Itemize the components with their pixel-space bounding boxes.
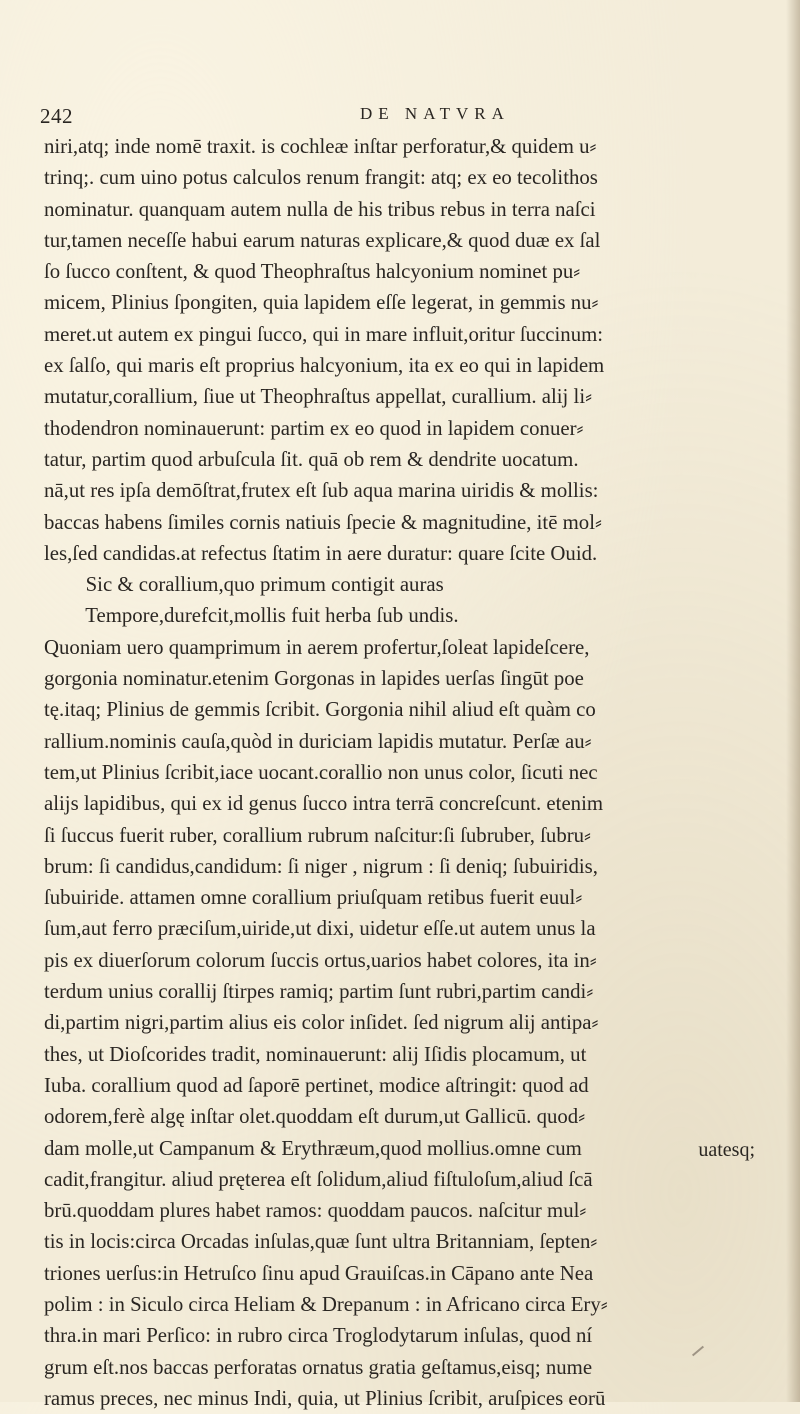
main-text	[44, 131, 760, 1414]
text-line: nā,ut res ipſa demōſtrat,frutex eſt ſub aqua marina uiridis & mollis:	[44, 479, 599, 503]
text-line: tis in locis:circa Orcadas inſulas,quæ ſunt ultra Britanniam, ſepten⸗	[44, 1230, 598, 1254]
text-line: mutatur,corallium, ſiue ut Theophraſtus appellat, curallium. alij li⸗	[44, 385, 593, 409]
text-line: tem,ut Plinius ſcribit,iace uocant.corallio non unus color, ſicuti nec	[44, 760, 598, 784]
text-line: polim : in Siculo circa Heliam & Drepanum : in Africano circa Ery⸗	[44, 1292, 608, 1316]
text-line: trinq;. cum uino potus calculos renum frangit: atq; ex eo tecolithos	[44, 166, 598, 190]
text-line: ſi ſuccus fuerit ruber, corallium rubrum naſcitur:ſi ſubruber, ſubru⸗	[44, 823, 591, 847]
text-line: terdum unius corallij ſtirpes ramiq; partim ſunt rubri,partim candi⸗	[44, 980, 594, 1004]
text-line: niri,atq; inde nomē traxit. is cochleæ inſtar perforatur,& quidem u⸗	[44, 135, 597, 158]
text-line: pis ex diuerſorum colorum ſuccis ortus,uarios habet colores, ita in⸗	[44, 948, 597, 972]
text-line: Iuba. corallium quod ad ſaporē pertinet, modice aſtringit: quod ad	[44, 1073, 589, 1097]
text-line: ex ſalſo, qui maris eſt proprius halcyonium, ita ex eo qui in lapidem	[44, 354, 605, 378]
text-line: micem, Plinius ſpongiten, quia lapidem eſſe legerat, in gemmis nu⸗	[44, 291, 599, 315]
running-title: DE NATVRA	[360, 104, 510, 123]
text-line: tatur, partim quod arbuſcula ſit. quā ob rem & dendrite uocatum.	[44, 447, 579, 471]
page-edge-shadow	[786, 0, 800, 1402]
text-line: ſubuiride. attamen omne corallium priuſquam retibus fuerit euul⸗	[44, 886, 583, 910]
text-line: nominatur. quanquam autem nulla de his tribus rebus in terra naſci	[44, 197, 596, 221]
text-line: meret.ut autem ex pingui ſucco, qui in mare influit,oritur ſuccinum:	[44, 322, 604, 346]
text-line: les,ſed candidas.at refectus ſtatim in aere duratur: quare ſcite Ouid.	[44, 541, 598, 565]
verse-line: Tempore,durefcit,mollis fuit herba ſub undis.	[44, 604, 459, 628]
text-line: di,partim nigri,partim alius eis color inſidet. ſed nigrum alij antipa⸗	[44, 1011, 599, 1035]
text-line: rallium.nominis cauſa,quòd in duriciam lapidis mutatur. Perſæ au⸗	[44, 729, 592, 753]
text-line: alijs lapidibus, qui ex id genus ſucco intra terrā concreſcunt. etenim	[44, 792, 604, 816]
text-line: thes, ut Dioſcorides tradit, nominauerunt: alij Iſidis plocamum, ut	[44, 1042, 587, 1066]
text-line: ſo ſucco conſtent, & quod Theophraſtus halcyonium nominet pu⸗	[44, 260, 581, 284]
page-number: 242	[40, 104, 73, 128]
text-line: cadit,frangitur. aliud pręterea eſt ſolidum,aliud fiſtuloſum,aliud ſcā	[44, 1167, 593, 1191]
text-line: brum: ſi candidus,candidum: ſi niger , nigrum : ſi deniq; ſubuiridis,	[44, 854, 598, 878]
text-line: gorgonia nominatur.etenim Gorgonas in lapides uerſas ſingūt poe	[44, 667, 584, 691]
text-line: odorem,ferè algę inſtar olet.quoddam eſt durum,ut Gallicū. quod⸗	[44, 1105, 586, 1129]
text-line: thra.in mari Perſico: in rubro circa Troglodytarum inſulas, quod ní	[44, 1324, 593, 1348]
text-line: triones uerſus:in Hetruſco ſinu apud Grauiſcas.in Cāpano ante Nea	[44, 1261, 594, 1285]
text-line: baccas habens ſimiles cornis natiuis ſpecie & magnitudine, itē mol⸗	[44, 510, 602, 534]
text-line: Quoniam uero quamprimum in aerem profertur,ſoleat lapideſcere,	[44, 635, 590, 659]
text-line: grum eſt.nos baccas perforatas ornatus gratia geſtamus,eisq; nume	[44, 1355, 593, 1379]
text-line: tę.itaq; Plinius de gemmis ſcribit. Gorgonia nihil aliud eſt quàm co	[44, 698, 596, 722]
text-line: ſum,aut ferro præciſum,uiride,ut dixi, uidetur eſſe.ut autem unus la	[44, 917, 596, 941]
catchword: uatesq;	[698, 1139, 755, 1161]
text-line: thodendron nominauerunt: partim ex eo quod in lapidem conuer⸗	[44, 416, 584, 440]
verse-line: Sic & corallium,quo primum contigit auras	[44, 573, 444, 597]
text-line: tur,tamen neceſſe habui earum naturas explicare,& quod duæ ex ſal	[44, 228, 601, 252]
running-head	[40, 104, 760, 128]
text-line: dam molle,ut Campanum & Erythræum,quod mollius.omne cum	[44, 1136, 582, 1160]
text-line: brū.quoddam plures habet ramos: quoddam paucos. naſcitur mul⸗	[44, 1199, 587, 1223]
text-line: ramus preces, nec minus Indi, quia, ut Plinius ſcribit, aruſpices eorū	[44, 1386, 606, 1410]
